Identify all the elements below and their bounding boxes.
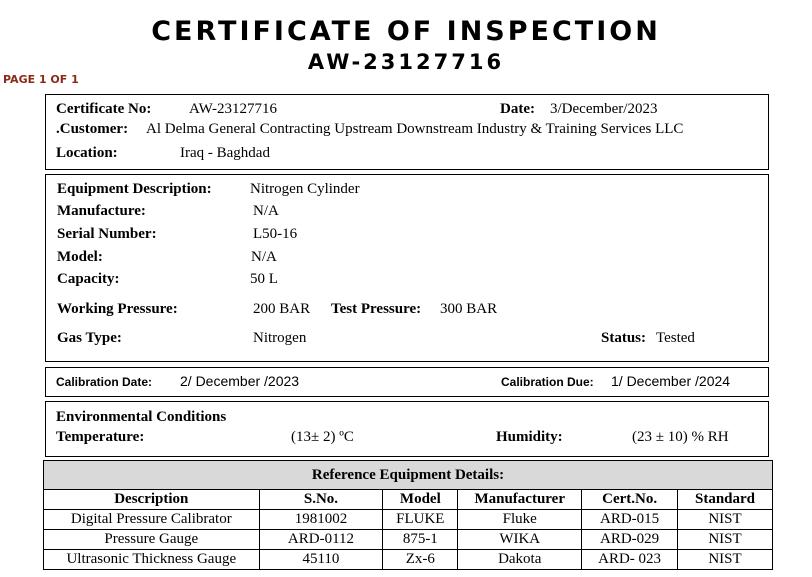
table-cell: ARD-029 — [582, 530, 678, 550]
gas-type-label: Gas Type: — [57, 330, 122, 346]
working-pressure-label: Working Pressure: — [57, 301, 178, 317]
table-cell: FLUKE — [383, 510, 458, 530]
calibration-due-value: 1/ December /2024 — [611, 373, 731, 389]
customer-value: Al Delma General Contracting Upstream Downstream Industry & Training Services LLC — [146, 121, 684, 137]
location-label: Location: — [56, 145, 118, 161]
working-pressure-value: 200 BAR — [253, 301, 311, 317]
cert-no-label: Certificate No: — [56, 101, 152, 117]
table-cell: NIST — [678, 510, 773, 530]
table-cell: Zx-6 — [383, 550, 458, 570]
capacity-value: 50 L — [250, 271, 278, 287]
gas-type-value: Nitrogen — [253, 330, 307, 346]
table-row — [44, 550, 773, 570]
serial-number-label: Serial Number: — [57, 226, 157, 242]
location-value: Iraq - Baghdad — [180, 145, 270, 161]
table-cell: Ultrasonic Thickness Gauge — [44, 550, 260, 570]
table-header-row — [44, 490, 773, 510]
serial-number-value: L50-16 — [253, 226, 298, 242]
manufacture-label: Manufacture: — [57, 203, 146, 219]
test-pressure-value: 300 BAR — [440, 301, 498, 317]
certificate-code: AW-23127716 — [307, 50, 505, 74]
table-caption: Reference Equipment Details: — [44, 461, 773, 490]
date-label: Date: — [500, 101, 535, 117]
reference-equipment-table — [43, 460, 773, 570]
table-cell: ARD-0112 — [259, 530, 383, 550]
table-cell: NIST — [678, 550, 773, 570]
table-cell: 875-1 — [383, 530, 458, 550]
table-cell: WIKA — [458, 530, 582, 550]
table-cell: 45110 — [259, 550, 383, 570]
date-value: 3/December/2023 — [550, 101, 658, 117]
model-label: Model: — [57, 249, 103, 265]
table-row — [44, 530, 773, 550]
table-cell: Digital Pressure Calibrator — [44, 510, 260, 530]
table-cell: NIST — [678, 530, 773, 550]
table-row — [44, 510, 773, 530]
humidity-label: Humidity: — [496, 429, 563, 445]
table-cell: Pressure Gauge — [44, 530, 260, 550]
page-indicator: PAGE 1 OF 1 — [3, 73, 79, 86]
table-cell: 1981002 — [259, 510, 383, 530]
status-label: Status: — [601, 330, 647, 346]
table-cell: ARD- 023 — [582, 550, 678, 570]
equipment-description-value: Nitrogen Cylinder — [250, 181, 360, 197]
calibration-date-value: 2/ December /2023 — [180, 373, 300, 389]
calibration-due-label: Calibration Due: — [501, 375, 594, 389]
calibration-date-label: Calibration Date: — [56, 375, 153, 389]
status-value: Tested — [656, 330, 695, 346]
table-cell: Dakota — [458, 550, 582, 570]
column-header: Model — [383, 490, 458, 510]
certificate-title: CERTIFICATE OF INSPECTION — [151, 16, 661, 47]
column-header: S.No. — [259, 490, 383, 510]
capacity-label: Capacity: — [57, 271, 120, 287]
column-header: Manufacturer — [458, 490, 582, 510]
test-pressure-label: Test Pressure: — [331, 301, 422, 317]
column-header: Standard — [678, 490, 773, 510]
cert-no-value: AW-23127716 — [189, 101, 277, 117]
column-header: Description — [44, 490, 260, 510]
temperature-label: Temperature: — [56, 429, 145, 445]
table-caption-row — [44, 461, 773, 490]
table-cell: ARD-015 — [582, 510, 678, 530]
environment-heading: Environmental Conditions — [56, 409, 227, 425]
humidity-value: (23 ± 10) % RH — [632, 429, 729, 445]
model-value: N/A — [251, 249, 277, 265]
manufacture-value: N/A — [253, 203, 279, 219]
equipment-description-label: Equipment Description: — [57, 181, 212, 197]
temperature-value: (13± 2) ºC — [291, 429, 354, 445]
column-header: Cert.No. — [582, 490, 678, 510]
table-cell: Fluke — [458, 510, 582, 530]
customer-label: .Customer: — [56, 121, 129, 137]
